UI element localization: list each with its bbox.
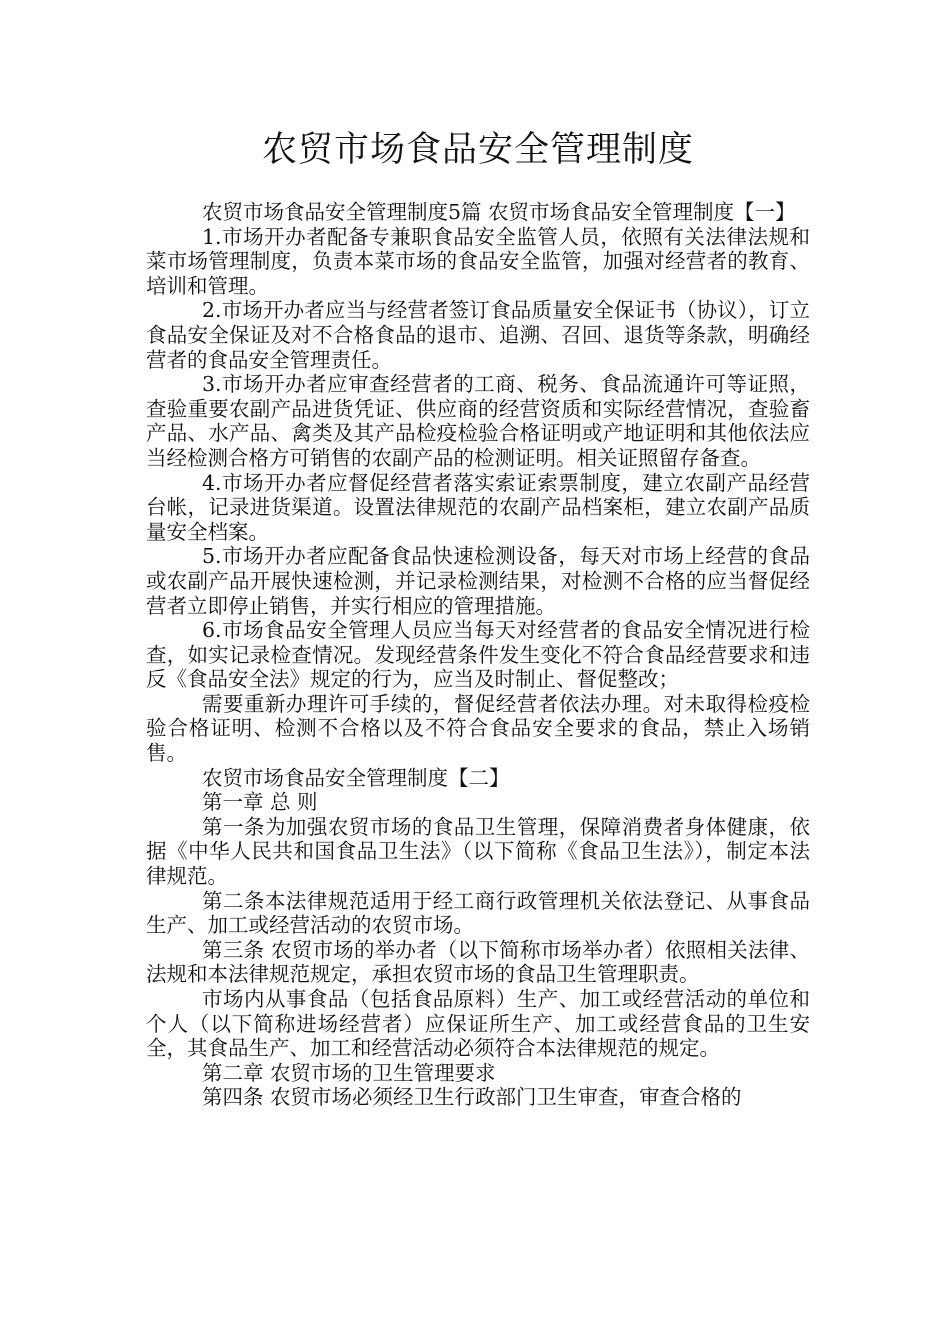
paragraph-item-3: 3.市场开办者应审查经营者的工商、税务、食品流通许可等证照，查验重要农副产品进货凭证、供应商的经营资质和实际经营情况，查验畜产品、水产品、禽类及其产品检疫检验合格证明或产地证明和其他依法应当经检测合格方可销售的农副产品的检测证明。相关证照留存备查。 [146,372,810,470]
paragraph-item-6-cont: 需要重新办理许可手续的，督促经营者依法办理。对未取得检疫检验合格证明、检测不合格以及不符合食品安全要求的食品，禁止入场销售。 [146,691,810,766]
paragraph-item-5: 5.市场开办者应配备食品快速检测设备，每天对市场上经营的食品或农副产品开展快速检测，并记录检测结果，对检测不合格的应当督促经营者立即停止销售，并实行相应的管理措施。 [146,544,810,618]
article-3: 第三条 农贸市场的举办者（以下简称市场举办者）依照相关法律、法规和本法律规范规定，承担农贸市场的食品卫生管理职责。 [146,937,810,987]
paragraph-item-2: 2.市场开办者应当与经营者签订食品质量安全保证书（协议），订立食品安全保证及对不合格食品的退市、追溯、召回、退货等条款，明确经营者的食品安全管理责任。 [146,298,810,372]
article-2: 第二条本法律规范适用于经工商行政管理机关依法登记、从事食品生产、加工或经营活动的农贸市场。 [146,888,810,938]
chapter-heading-2: 第二章 农贸市场的卫生管理要求 [202,1060,496,1085]
article-4: 第四条 农贸市场必须经卫生行政部门卫生审查，审查合格的 [202,1085,742,1110]
document-body [146,200,810,1110]
paragraph-intro: 农贸市场食品安全管理制度5篇 农贸市场食品安全管理制度【一】 [202,200,796,224]
article-3-cont: 市场内从事食品（包括食品原料）生产、加工或经营活动的单位和个人（以下简称进场经营者）应保证所生产、加工或经营食品的卫生安全，其食品生产、加工和经营活动必须符合本法律规范的规定。 [146,987,810,1061]
paragraph-item-1: 1.市场开办者配备专兼职食品安全监管人员，依照有关法律法规和菜市场管理制度，负责本菜市场的食品安全监管，加强对经营者的教育、培训和管理。 [146,224,810,298]
section-heading-2: 农贸市场食品安全管理制度【二】 [202,765,510,790]
paragraph-item-6: 6.市场食品安全管理人员应当每天对经营者的食品安全情况进行检查，如实记录检查情况。发现经营条件发生变化不符合食品经营要求和违反《食品安全法》规定的行为，应当及时制止、督促整改； [146,618,810,692]
document-title: 农贸市场食品安全管理制度 [261,130,694,170]
article-1: 第一条为加强农贸市场的食品卫生管理，保障消费者身体健康，依据《中华人民共和国食品卫生法》（以下简称《食品卫生法》），制定本法律规范。 [146,814,810,889]
chapter-heading-1: 第一章 总 则 [202,790,318,815]
paragraph-item-4: 4.市场开办者应督促经营者落实索证索票制度，建立农副产品经营台帐，记录进货渠道。设置法律规范的农副产品档案柜，建立农副产品质量安全档案。 [146,470,810,544]
